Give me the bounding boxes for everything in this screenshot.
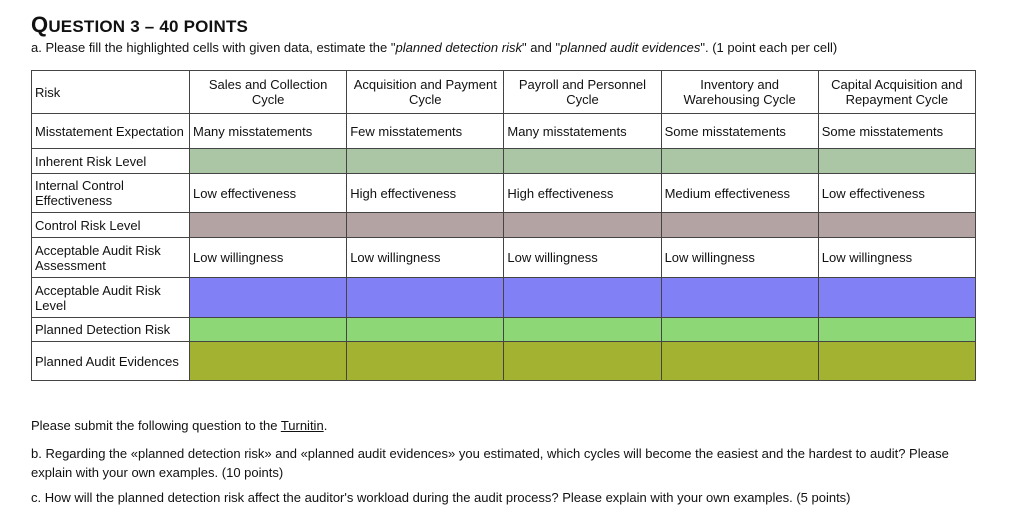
- corner-cell: Risk: [32, 71, 190, 114]
- column-header: Acquisition and Payment Cycle: [347, 71, 504, 114]
- row-label: Misstatement Expectation: [32, 114, 190, 149]
- table-cell: Low willingness: [504, 238, 661, 278]
- row-label: Acceptable Audit Risk Assessment: [32, 238, 190, 278]
- column-header: Payroll and Personnel Cycle: [504, 71, 661, 114]
- table-cell: Low willingness: [818, 238, 975, 278]
- highlighted-cell[interactable]: [661, 342, 818, 381]
- row-label: Inherent Risk Level: [32, 149, 190, 174]
- column-header: Sales and Collection Cycle: [190, 71, 347, 114]
- highlighted-cell[interactable]: [504, 342, 661, 381]
- highlighted-cell[interactable]: [190, 278, 347, 318]
- highlighted-cell[interactable]: [818, 318, 975, 342]
- highlighted-cell[interactable]: [190, 318, 347, 342]
- highlighted-cell[interactable]: [504, 278, 661, 318]
- row-label: Internal Control Effectiveness: [32, 174, 190, 213]
- column-header: Capital Acquisition and Repayment Cycle: [818, 71, 975, 114]
- highlighted-cell[interactable]: [818, 278, 975, 318]
- table-cell: Some misstatements: [818, 114, 975, 149]
- highlighted-cell[interactable]: [661, 149, 818, 174]
- question-title: QUESTION 3 – 40 POINTS: [31, 12, 249, 37]
- table-row: [32, 278, 976, 318]
- table-row: [32, 213, 976, 238]
- highlighted-cell[interactable]: [818, 213, 975, 238]
- highlighted-cell[interactable]: [661, 318, 818, 342]
- table-cell: Some misstatements: [661, 114, 818, 149]
- row-label: Control Risk Level: [32, 213, 190, 238]
- table-cell: Low effectiveness: [818, 174, 975, 213]
- submit-note: Please submit the following question to the Turnitin.: [31, 418, 328, 433]
- highlighted-cell[interactable]: [190, 213, 347, 238]
- table-cell: Low effectiveness: [190, 174, 347, 213]
- table-row: [32, 174, 976, 213]
- table-cell: Few misstatements: [347, 114, 504, 149]
- highlighted-cell[interactable]: [347, 318, 504, 342]
- highlighted-cell[interactable]: [661, 213, 818, 238]
- instruction-a: a. Please fill the highlighted cells with given data, estimate the "planned detection risk" and "planned audit evidences". (1 point each per cell): [31, 40, 838, 55]
- row-label: Acceptable Audit Risk Level: [32, 278, 190, 318]
- highlighted-cell[interactable]: [347, 213, 504, 238]
- table-cell: Many misstatements: [504, 114, 661, 149]
- highlighted-cell[interactable]: [818, 342, 975, 381]
- header-row: [32, 71, 976, 114]
- table-cell: Low willingness: [190, 238, 347, 278]
- table-cell: Medium effectiveness: [661, 174, 818, 213]
- row-label: Planned Audit Evidences: [32, 342, 190, 381]
- highlighted-cell[interactable]: [661, 278, 818, 318]
- highlighted-cell[interactable]: [504, 149, 661, 174]
- highlighted-cell[interactable]: [347, 278, 504, 318]
- table-cell: High effectiveness: [504, 174, 661, 213]
- table-row: [32, 114, 976, 149]
- table-row: [32, 342, 976, 381]
- turnitin-link[interactable]: Turnitin: [280, 418, 324, 433]
- highlighted-cell[interactable]: [347, 342, 504, 381]
- highlighted-cell[interactable]: [190, 149, 347, 174]
- table-cell: Many misstatements: [190, 114, 347, 149]
- risk-table: [31, 70, 976, 381]
- highlighted-cell[interactable]: [818, 149, 975, 174]
- table-row: [32, 149, 976, 174]
- highlighted-cell[interactable]: [504, 318, 661, 342]
- table-row: [32, 318, 976, 342]
- table-cell: High effectiveness: [347, 174, 504, 213]
- question-c: c. How will the planned detection risk affect the auditor's workload during the audit process? Please explain with your own examples. (5 points): [31, 490, 851, 505]
- row-label: Planned Detection Risk: [32, 318, 190, 342]
- column-header: Inventory and Warehousing Cycle: [661, 71, 818, 114]
- question-b: b. Regarding the «planned detection risk» and «planned audit evidences» you estimated, which cycles will become the easiest and the hardest to audit? Please explain with your own examples. (10 points): [31, 446, 949, 480]
- table-cell: Low willingness: [347, 238, 504, 278]
- highlighted-cell[interactable]: [190, 342, 347, 381]
- highlighted-cell[interactable]: [347, 149, 504, 174]
- table-row: [32, 238, 976, 278]
- table-cell: Low willingness: [661, 238, 818, 278]
- highlighted-cell[interactable]: [504, 213, 661, 238]
